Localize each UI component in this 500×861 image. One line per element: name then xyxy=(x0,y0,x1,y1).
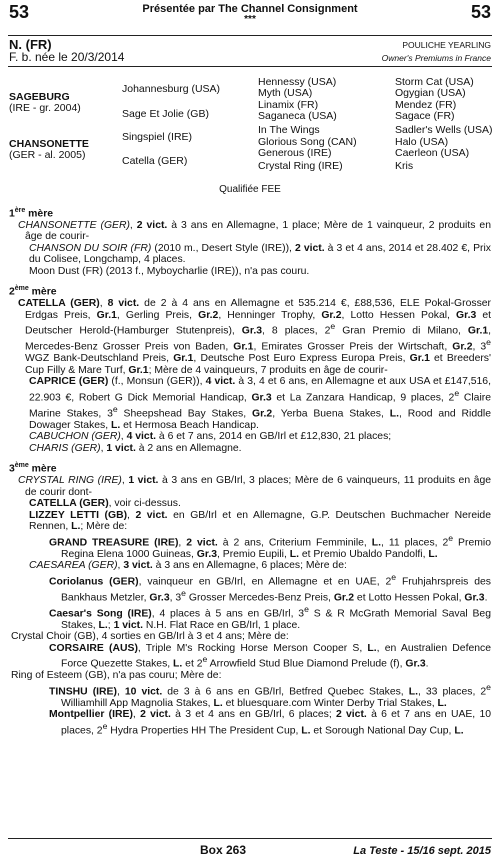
pedigree-gen3-item: Kris xyxy=(395,160,414,172)
produce-entry: CAESAREA (GER), 3 vict. à 3 ans en Allemagne, 6 places; Mère de: xyxy=(29,560,347,572)
consignor-line: Présentée par The Channel Consignment xyxy=(142,3,358,15)
produce-entry: Crystal Choir (GB), 4 sorties en GB/Irl à 3 et 4 ans; Mère de: xyxy=(11,631,289,643)
footer-rule xyxy=(8,838,492,839)
pedigree-gen3-item: Hennessy (USA) xyxy=(258,76,337,88)
second-dam-block xyxy=(9,283,491,454)
pedigree-gen3-item: Crystal Ring (IRE) xyxy=(258,160,343,172)
third-dam-block xyxy=(9,460,491,736)
produce-entry: Caesar's Song (IRE), 4 places à 5 ans en GB/Irl, 3e S & R McGrath Memorial Saval Beg Stakes, L.; 1 vict. N.H. Flat Race en GB/Irl, 1 place. xyxy=(49,603,491,631)
pedigree-gen3-item: Myth (USA) xyxy=(258,87,313,99)
second-dam-paragraph: CATELLA (GER), 8 vict. de 2 à 4 ans en Allemagne et 535.214 €, £88,536, ELE Pokal-Grosser Erdgas Preis, Gr.1, Gerling Preis, Gr.2, Henninger Trophy, Gr.2, Lotto Hessen Pokal, Gr.3 et Deutscher Herold-(Hamburger Stutenpreis), Gr.3, 8 places, 2e Gran Premio di Milano, Gr.1, Mercedes-Benz Grosser Preis von Baden, Gr.1, Emirates Grosser Preis der Wirtschaft, Gr.2, 3e WGZ Bank-Deutschland Preis, Gr.1, Deutsche Post Euro Express Europa Preis, Gr.1 et Breeders' Cup Filly & Mare Turf, Gr.1; Mère de 4 vainqueurs, 7 produits en âge de courir- xyxy=(18,298,492,376)
pedigree-gen2-item: Sage Et Jolie (GB) xyxy=(122,108,209,120)
sale-venue-date: La Teste - 15/16 sept. 2015 xyxy=(353,845,491,857)
produce-entry: CATELLA (GER), voir ci-dessus. xyxy=(29,498,181,510)
produce-entry: LIZZEY LETTI (GB), 2 vict. en GB/Irl et en Allemagne, G.P. Deutschen Buchmacher Nereide Rennen, L.; Mère de: xyxy=(29,509,491,533)
pedigree-gen2-item: Catella (GER) xyxy=(122,155,188,167)
pedigree-gen3-item: Halo (USA) xyxy=(395,136,449,148)
horse-category: POULICHE YEARLING xyxy=(402,40,491,50)
produce-entry: CHARIS (GER), 1 vict. à 2 ans en Allemagne. xyxy=(29,442,242,454)
lot-number-left: 53 xyxy=(9,2,30,22)
pedigree-gen3-item: Saganeca (USA) xyxy=(258,110,337,122)
produce-entry: Coriolanus (GER), vainqueur en GB/Irl, en Allemagne et en UAE, 2e Fruhjahrspreis des Bankhaus Metzler, Gr.3, 3e Grosser Mercedes-Benz Preis, Gr.2 et Lotto Hessen Pokal, Gr.3. xyxy=(49,571,491,604)
first-dam-heading: 1ère mère xyxy=(9,207,54,220)
pedigree-gen2-item: Singspiel (IRE) xyxy=(122,131,193,143)
pedigree-gen3-item: Generous (IRE) xyxy=(258,147,332,159)
stars: *** xyxy=(244,14,256,25)
sire-info: (IRE - gr. 2004) xyxy=(9,102,81,114)
horse-name: N. (FR) xyxy=(9,37,52,52)
produce-entry: CORSAIRE (AUS), Triple M's Rocking Horse Merson Cooper S, L., en Australien Defence Force Quezette Stakes, L. et 2e Arrowfield Stud Blue Diamond Prelude (f), Gr.3. xyxy=(49,642,492,670)
first-dam-block xyxy=(9,205,491,277)
produce-entry: GRAND TREASURE (IRE), 2 vict. à 2 ans, Criterium Femminile, L., 11 places, 2e Premio Regina Elena 1000 Guineas, Gr.3, Premio Eupili, L. et Premio Ubaldo Pandolfi, L. xyxy=(49,532,491,560)
pedigree-gen3-item: Glorious Song (CAN) xyxy=(258,136,357,148)
pedigree-gen2-item: Johannesburg (USA) xyxy=(122,83,221,95)
dam-name: CHANSONETTE xyxy=(9,138,89,150)
pedigree-gen3-item: Sadler's Wells (USA) xyxy=(395,124,493,136)
produce-entry: CABUCHON (GER), 4 vict. à 6 et 7 ans, 2014 en GB/Irl et £12,830, 21 places; xyxy=(29,431,392,443)
third-dam-heading: 3ème mère xyxy=(9,462,57,475)
pedigree-gen3-item: In The Wings xyxy=(258,124,320,136)
horse-description: F. b. née le 20/3/2014 xyxy=(9,50,125,64)
produce-entry: TINSHU (IRE), 10 vict. de 3 à 6 ans en GB/Irl, Betfred Quebec Stakes, L., 33 places, 2e Williamhill App Magnolia Stakes, L. et bluesquare.com Winter Derby Trial Stakes, L. xyxy=(49,681,491,709)
second-dam-heading: 2ème mère xyxy=(9,285,57,298)
qualification: Qualifiée FEE xyxy=(219,184,281,195)
dam-info: (GER - al. 2005) xyxy=(9,149,86,161)
produce-entry: CHANSON DU SOIR (FR) (2010 m., Desert Style (IRE)), 2 vict. à 3 et 4 ans, 2014 et 28.402 €, Prix du Colisee, Longchamp, 4 places. xyxy=(29,242,491,266)
produce-entry: Montpellier (IRE), 2 vict. à 3 et 4 ans en GB/Irl, 6 places; 2 vict. à 6 et 7 ans en UAE, 10 places, 2e Hydra Properties HH The President Cup, L. et Sorough National Day Cup, L. xyxy=(49,709,492,737)
pedigree-gen3-item: Storm Cat (USA) xyxy=(395,76,474,88)
produce-entry: Moon Dust (FR) (2013 f., Myboycharlie (IRE)), n'a pas couru. xyxy=(29,265,310,277)
pedigree-gen3-item: Mendez (FR) xyxy=(395,99,457,111)
produce-entry: CAPRICE (GER) (f., Monsun (GER)), 4 vict. à 3, 4 et 6 ans, en Allemagne et aux USA et £147,516, 22.903 €, Robert G Dick Memorial Handicap, Gr.3 et La Zanzara Handicap, 9 places, 2e Claire Marine Stakes, 3e Sheepshead Bay Stakes, Gr.2, Yerba Buena Stakes, L., Rood and Riddle Dowager Stakes, L. et Hermosa Beach Handicap. xyxy=(29,376,492,431)
pedigree-gen3-item: Caerleon (USA) xyxy=(395,147,470,159)
sire-name: SAGEBURG xyxy=(9,91,70,103)
first-dam-paragraph: CHANSONETTE (GER), 2 vict. à 3 ans en Allemagne, 1 place; Mère de 1 vainqueur, 2 produits en âge de courir- xyxy=(18,219,491,243)
pedigree-gen3-item: Sagace (FR) xyxy=(395,110,455,122)
third-dam-paragraph: CRYSTAL RING (IRE), 1 vict. à 3 ans en GB/Irl, 3 places; Mère de 6 vainqueurs, 11 produits en âge de courir dont- xyxy=(18,475,491,498)
lot-number-right: 53 xyxy=(470,2,491,22)
pedigree-gen3-item: Ogygian (USA) xyxy=(395,87,466,99)
box-number: Box 263 xyxy=(200,843,247,857)
pedigree-rule xyxy=(8,66,492,67)
pedigree-gen3-item: Linamix (FR) xyxy=(258,99,319,111)
produce-record xyxy=(9,205,491,737)
top-rule xyxy=(8,35,492,36)
produce-entry: Ring of Esteem (GB), n'a pas couru; Mère de: xyxy=(11,670,222,682)
premium-note: Owner's Premiums in France xyxy=(381,53,491,63)
